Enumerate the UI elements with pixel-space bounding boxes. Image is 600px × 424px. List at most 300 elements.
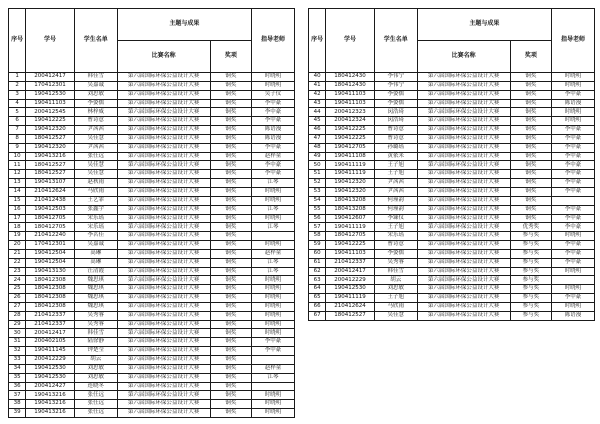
table-cell: 张任远 [74, 391, 117, 400]
table-cell: 17 [9, 214, 26, 223]
table-cell: 59 [309, 241, 326, 250]
table-cell: 铜奖 [210, 90, 251, 99]
table-cell: 江琴 [252, 373, 295, 382]
table-header [309, 9, 595, 73]
table-cell: 参与奖 [510, 276, 551, 285]
table-cell: 李中豪 [252, 338, 295, 347]
table-cell: 180412308 [26, 302, 75, 311]
col-header-competition: 比赛名称 [117, 41, 210, 73]
table-cell: 吴秀睿 [74, 311, 117, 320]
table-cell: 时晓明 [252, 409, 295, 418]
table-cell: 铜奖 [210, 311, 251, 320]
table-cell: 190412530 [26, 364, 75, 373]
table-row [309, 99, 595, 108]
table-cell: 32 [9, 347, 26, 356]
table-cell: 李中豪 [552, 223, 595, 232]
table-cell: 刘思敏 [74, 90, 117, 99]
table-cell: 42 [309, 90, 326, 99]
table-cell: 30 [9, 329, 26, 338]
table-row [9, 99, 295, 108]
table-cell: 胡云 [74, 356, 117, 365]
table-cell: 赵梓童 [252, 152, 295, 161]
table-cell: 铜奖 [210, 382, 251, 391]
table-cell: 闵浩琦 [374, 117, 417, 126]
table-cell: 陈语漫 [552, 311, 595, 320]
table-row [309, 143, 595, 152]
table-cell: 210412624 [26, 187, 75, 196]
table-row [309, 276, 595, 285]
table-cell: 190412225 [326, 126, 375, 135]
table-row [9, 73, 295, 82]
table-cell: 铜奖 [210, 214, 251, 223]
table-cell: 10 [9, 152, 26, 161]
col-header-award: 奖项 [210, 41, 251, 73]
results-table-right [308, 8, 595, 321]
table-cell: 李中豪 [552, 152, 595, 161]
table-cell: 180413208 [326, 205, 375, 214]
table-cell: 180412527 [26, 161, 75, 170]
table-cell: 190411103 [326, 90, 375, 99]
table-cell: 180412705 [26, 214, 75, 223]
table-cell: 陆徐静 [74, 338, 117, 347]
table-cell: 45 [309, 117, 326, 126]
table-cell: 李茗佳 [74, 232, 117, 241]
table-row [9, 364, 295, 373]
table-row [9, 382, 295, 391]
table-cell: 时晓明 [252, 391, 295, 400]
table-cell: 闵浩琦 [374, 108, 417, 117]
table-row [9, 311, 295, 320]
table-cell: 铜奖 [210, 356, 251, 365]
table-cell: 铜奖 [210, 187, 251, 196]
table-cell: 铜奖 [210, 241, 251, 250]
table-cell: 26 [9, 294, 26, 303]
table-row [9, 143, 295, 152]
col-header-student-name: 学生名单 [74, 9, 117, 73]
table-row [9, 81, 295, 90]
table-cell: 200412229 [326, 276, 375, 285]
table-cell: 铜奖 [210, 196, 251, 205]
table-row [9, 161, 295, 170]
table-cell: 参与奖 [510, 294, 551, 303]
table-cell: 铜奖 [210, 108, 251, 117]
table-cell: 190413216 [26, 400, 75, 409]
table-cell: 钟楚莹 [74, 347, 117, 356]
table-cell: 时晓明 [252, 285, 295, 294]
table-cell: 21 [9, 249, 26, 258]
table-cell: 4 [9, 99, 26, 108]
table-cell: 铜奖 [210, 161, 251, 170]
table-cell: 180412430 [326, 81, 375, 90]
table-cell: 18 [9, 223, 26, 232]
table-row [309, 108, 595, 117]
table-row [9, 196, 295, 205]
table-cell: 37 [9, 391, 26, 400]
table-row [309, 170, 595, 179]
table-cell: 尹茜茜 [374, 179, 417, 188]
table-cell: 第六届国际环保公益设计大赛 [417, 99, 510, 108]
table-cell: 57 [309, 223, 326, 232]
table-cell: 李中豪 [552, 126, 595, 135]
table-cell: 王子旭 [374, 170, 417, 179]
table-cell: 王子旭 [374, 223, 417, 232]
table-cell: 200412427 [26, 382, 75, 391]
table-cell: 铜奖 [510, 179, 551, 188]
table-cell: 时晓明 [252, 73, 295, 82]
table-cell: 铜奖 [210, 391, 251, 400]
table-cell: 第六届国际环保公益设计大赛 [117, 214, 210, 223]
table-cell: 李中豪 [552, 170, 595, 179]
table-cell: 李姿儒 [374, 249, 417, 258]
table-cell: 第六届国际环保公益设计大赛 [117, 223, 210, 232]
table-cell: 16 [9, 205, 26, 214]
table-cell: 11 [9, 161, 26, 170]
table-cell: 58 [309, 232, 326, 241]
table-cell: 铜奖 [210, 81, 251, 90]
table-cell: 汪清霞 [74, 267, 117, 276]
table-cell: 吴佳慧 [74, 170, 117, 179]
table-cell: 铜奖 [210, 170, 251, 179]
table-cell: 190412607 [326, 214, 375, 223]
table-cell: 韩佳雪 [74, 329, 117, 338]
table-row [9, 356, 295, 365]
table-cell: 铜奖 [210, 320, 251, 329]
table-cell: 第六届国际环保公益设计大赛 [417, 241, 510, 250]
table-cell: 胡云 [374, 276, 417, 285]
table-cell: 铜奖 [210, 143, 251, 152]
table-cell: 时晓明 [252, 294, 295, 303]
table-cell: 第六届国际环保公益设计大赛 [117, 356, 210, 365]
table-cell: 第六届国际环保公益设计大赛 [417, 214, 510, 223]
table-cell: 铜奖 [210, 179, 251, 188]
table-cell: 第六届国际环保公益设计大赛 [417, 311, 510, 320]
table-cell: 参与奖 [510, 232, 551, 241]
table-cell: 时晓明 [552, 302, 595, 311]
table-cell: 铜奖 [210, 285, 251, 294]
table-row [309, 302, 595, 311]
results-table-left [8, 8, 295, 418]
table-cell: 190412503 [26, 205, 75, 214]
table-row [309, 232, 595, 241]
table-cell: 时晓明 [552, 73, 595, 82]
table-cell: 高琳 [74, 249, 117, 258]
table-cell: 时晓明 [252, 241, 295, 250]
table-cell: 铜奖 [210, 338, 251, 347]
table-cell: 铜奖 [210, 276, 251, 285]
table-cell: 190412225 [326, 134, 375, 143]
table-row [309, 285, 595, 294]
table-cell: 第六届国际环保公益设计大赛 [117, 117, 210, 126]
table-row [309, 196, 595, 205]
table-cell: 铜奖 [510, 170, 551, 179]
table-row [309, 205, 595, 214]
table-cell: 铜奖 [510, 134, 551, 143]
table-cell: 第六届国际环保公益设计大赛 [117, 320, 210, 329]
table-cell: 180412705 [326, 232, 375, 241]
table-cell: 宋乐瑶 [74, 214, 117, 223]
table-cell: 56 [309, 214, 326, 223]
table-cell: 时晓明 [252, 214, 295, 223]
table-cell: 李臻仪 [374, 214, 417, 223]
table-cell: 铜奖 [510, 187, 551, 196]
table-row [9, 90, 295, 99]
table-cell: 李中豪 [552, 214, 595, 223]
table-row [9, 258, 295, 267]
table-cell: 铜奖 [510, 81, 551, 90]
table-row [9, 267, 295, 276]
table-cell: 38 [9, 400, 26, 409]
table-cell: 参与奖 [510, 241, 551, 250]
table-cell: 第六届国际环保公益设计大赛 [117, 196, 210, 205]
table-cell: 铜奖 [210, 294, 251, 303]
table-cell: 铜奖 [210, 73, 251, 82]
table-row [9, 373, 295, 382]
table-row [309, 241, 595, 250]
table-cell: 吴秀睿 [374, 258, 417, 267]
table-row [9, 117, 295, 126]
table-cell: 参与奖 [510, 302, 551, 311]
col-header-advisor: 指导老师 [552, 9, 595, 73]
table-cell: 李姿儒 [374, 90, 417, 99]
table-cell: 200402105 [26, 338, 75, 347]
table-cell: 吴秀睿 [74, 320, 117, 329]
table-row [309, 311, 595, 320]
table-cell: 43 [309, 99, 326, 108]
table-row [309, 117, 595, 126]
table-cell: 张任远 [74, 152, 117, 161]
table-cell: 铜奖 [510, 143, 551, 152]
table-cell: 190413216 [26, 391, 75, 400]
table-cell: 参与奖 [510, 267, 551, 276]
table-cell: 宋乐瑶 [74, 223, 117, 232]
table-cell: 25 [9, 285, 26, 294]
table-cell: 铜奖 [510, 196, 551, 205]
table-cell: 180413208 [326, 196, 375, 205]
table-cell: 第六届国际环保公益设计大赛 [417, 294, 510, 303]
table-cell: 吴嘉诚 [74, 81, 117, 90]
table-cell: 190411145 [26, 347, 75, 356]
table-row [309, 126, 595, 135]
table-cell: 马欣雨 [374, 302, 417, 311]
col-header-theme: 主题与成果 [117, 9, 251, 41]
table-cell: 铜奖 [210, 373, 251, 382]
table-cell: 190412320 [26, 143, 75, 152]
table-row [9, 249, 295, 258]
table-row [9, 223, 295, 232]
table-cell: 李伟宁 [374, 73, 417, 82]
table-cell: 第六届国际环保公益设计大赛 [417, 267, 510, 276]
table-cell: 铜奖 [210, 258, 251, 267]
table-cell: 67 [309, 311, 326, 320]
table-cell: 210412337 [26, 311, 75, 320]
col-header-award: 奖项 [510, 41, 551, 73]
table-cell: 张任远 [74, 400, 117, 409]
table-cell: 时晓明 [552, 81, 595, 90]
table-cell: 5 [9, 108, 26, 117]
table-cell: 190411119 [326, 170, 375, 179]
table-cell: 第六届国际环保公益设计大赛 [417, 205, 510, 214]
table-cell: 180412308 [26, 276, 75, 285]
col-header-student-name: 学生名单 [374, 9, 417, 73]
table-cell: 第六届国际环保公益设计大赛 [117, 99, 210, 108]
table-cell: 35 [9, 373, 26, 382]
table-cell: 第六届国际环保公益设计大赛 [417, 170, 510, 179]
table-cell: 29 [9, 320, 26, 329]
table-row [9, 232, 295, 241]
table-cell: 3 [9, 90, 26, 99]
table-cell: 铜奖 [510, 108, 551, 117]
table-cell: 190412320 [26, 126, 75, 135]
table-cell: 铜奖 [510, 73, 551, 82]
table-cell: 铜奖 [510, 99, 551, 108]
table-cell: 第六届国际环保公益设计大赛 [117, 373, 210, 382]
table-cell: 李中豪 [552, 143, 595, 152]
table-row [309, 223, 595, 232]
table-cell: 第六届国际环保公益设计大赛 [117, 302, 210, 311]
table-row [9, 347, 295, 356]
table-cell: 时晓明 [252, 196, 295, 205]
table-cell: 李中豪 [552, 294, 595, 303]
table-cell: 180412308 [26, 294, 75, 303]
col-header-competition: 比赛名称 [417, 41, 510, 73]
table-cell: 张任远 [74, 409, 117, 418]
table-cell: 铜奖 [210, 232, 251, 241]
table-cell: 林梓威 [74, 108, 117, 117]
table-cell: 铜奖 [210, 400, 251, 409]
table-cell: 吴子仪 [252, 90, 295, 99]
table-cell: 190411119 [326, 294, 375, 303]
table-row [9, 294, 295, 303]
table-cell: 马欣雨 [74, 187, 117, 196]
table-cell: 第六届国际环保公益设计大赛 [117, 382, 210, 391]
table-cell: 时晓明 [252, 187, 295, 196]
table-cell: 190411103 [326, 249, 375, 258]
table-cell: 190412530 [26, 373, 75, 382]
table-cell: 第六届国际环保公益设计大赛 [117, 347, 210, 356]
table-cell: 吴嘉诚 [74, 241, 117, 250]
table-cell: 何瑾韵 [374, 196, 417, 205]
table-cell [252, 382, 295, 391]
table-row [9, 400, 295, 409]
table-cell: 44 [309, 108, 326, 117]
table-cell: 第六届国际环保公益设计大赛 [417, 179, 510, 188]
table-cell [252, 232, 295, 241]
table-cell: 第六届国际环保公益设计大赛 [117, 143, 210, 152]
table-cell: 第六届国际环保公益设计大赛 [117, 400, 210, 409]
table-row [9, 320, 295, 329]
table-row [9, 302, 295, 311]
table-cell [552, 196, 595, 205]
table-cell: 第六届国际环保公益设计大赛 [417, 134, 510, 143]
table-cell: 铜奖 [210, 302, 251, 311]
table-cell: 第六届国际环保公益设计大赛 [117, 267, 210, 276]
table-cell: 15 [9, 196, 26, 205]
table-cell: 铜奖 [210, 223, 251, 232]
col-header-student-id: 学号 [26, 9, 75, 73]
table-cell: 第六届国际环保公益设计大赛 [417, 302, 510, 311]
table-cell: 第六届国际环保公益设计大赛 [117, 285, 210, 294]
table-cell: 190411119 [326, 161, 375, 170]
table-cell: 61 [309, 258, 326, 267]
table-cell: 参与奖 [510, 285, 551, 294]
table-cell: 第六届国际环保公益设计大赛 [117, 409, 210, 418]
table-cell: 190412530 [26, 90, 75, 99]
table-row [9, 409, 295, 418]
table-cell: 李中豪 [252, 170, 295, 179]
table-cell: 180412527 [26, 134, 75, 143]
table-cell: 第六届国际环保公益设计大赛 [417, 152, 510, 161]
table-row [9, 276, 295, 285]
table-cell: 19 [9, 232, 26, 241]
table-cell: 第六届国际环保公益设计大赛 [117, 311, 210, 320]
table-row [309, 73, 595, 82]
table-cell: 铜奖 [510, 152, 551, 161]
table-cell: 46 [309, 126, 326, 135]
table-cell: 51 [309, 170, 326, 179]
table-cell: 李中豪 [552, 134, 595, 143]
table-cell: 第六届国际环保公益设计大赛 [417, 108, 510, 117]
table-cell: 第六届国际环保公益设计大赛 [117, 391, 210, 400]
table-cell: 李中豪 [252, 117, 295, 126]
table-cell: 时晓明 [552, 117, 595, 126]
table-row [309, 258, 595, 267]
table-cell: 第六届国际环保公益设计大赛 [117, 364, 210, 373]
table-cell: 190412705 [326, 143, 375, 152]
table-cell: 陈语漫 [252, 134, 295, 143]
table-row [9, 170, 295, 179]
table-cell: 7 [9, 126, 26, 135]
table-cell: 50 [309, 161, 326, 170]
table-row [309, 249, 595, 258]
table-cell: 第六届国际环保公益设计大赛 [117, 232, 210, 241]
table-cell: 第六届国际环保公益设计大赛 [117, 329, 210, 338]
table-cell: 33 [9, 356, 26, 365]
table-cell: 李伟宁 [374, 81, 417, 90]
table-cell: 14 [9, 187, 26, 196]
table-cell: 200412417 [26, 73, 75, 82]
table-cell: 第六届国际环保公益设计大赛 [117, 241, 210, 250]
table-cell: 铜奖 [510, 161, 551, 170]
table-cell: 参与奖 [510, 258, 551, 267]
table-cell: 曹诗意 [374, 241, 417, 250]
table-cell: 魏思琪 [74, 302, 117, 311]
col-header-student-id: 学号 [326, 9, 375, 73]
table-row [309, 90, 595, 99]
col-header-no: 序号 [309, 9, 326, 73]
table-row [9, 391, 295, 400]
table-cell: 第六届国际环保公益设计大赛 [417, 223, 510, 232]
table-cell: 1 [9, 73, 26, 82]
table-cell: 时晓明 [552, 285, 595, 294]
table-cell: 第六届国际环保公益设计大赛 [417, 90, 510, 99]
table-cell: 铜奖 [510, 205, 551, 214]
table-cell: 李姿儒 [374, 99, 417, 108]
col-header-theme: 主题与成果 [417, 9, 551, 41]
table-cell: 铜奖 [210, 99, 251, 108]
table-cell: 李中豪 [552, 249, 595, 258]
table-cell: 王子旭 [374, 294, 417, 303]
table-cell: 47 [309, 134, 326, 143]
table-cell: 王子旭 [374, 161, 417, 170]
table-cell: 200412323 [326, 108, 375, 117]
table-cell: 李中豪 [552, 90, 595, 99]
table-cell: 190411103 [26, 99, 75, 108]
table-cell: 31 [9, 338, 26, 347]
table-cell: 第六届国际环保公益设计大赛 [417, 187, 510, 196]
table-row [309, 294, 595, 303]
table-row [309, 152, 595, 161]
table-cell: 孙璐瑶 [374, 143, 417, 152]
